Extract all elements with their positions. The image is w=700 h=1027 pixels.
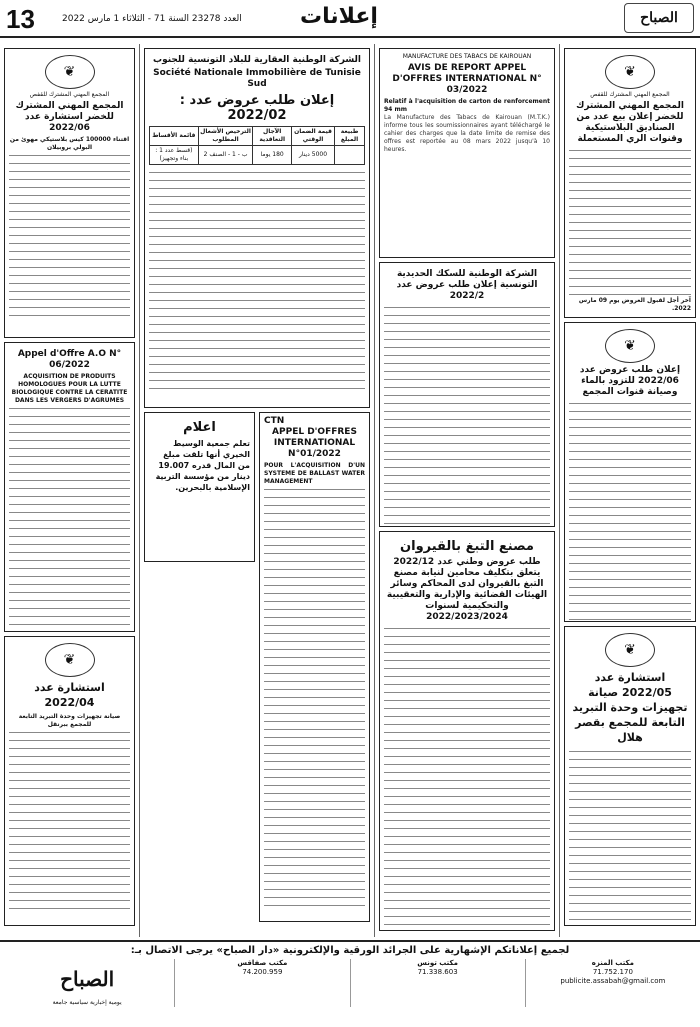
column-middle-right [375, 44, 560, 937]
office-tunis: مكتب تونس 71.338.603 [350, 959, 525, 1007]
ad-deadline: آخر أجل لقبول العروض يوم 09 مارس 2022. [578, 297, 691, 312]
ad-subject: ACQUISITION DE PRODUITS HOMOLOGUES POUR LA LUTTE BIOLOGIQUE CONTRE LA CERATITE DANS LES VERGERS D'AGRUMES [11, 373, 128, 404]
ad-subject: اقتناء 100000 كيس بلاستيكي مهوئ من البولي بروبيلان [9, 136, 130, 151]
lots-table [149, 126, 365, 165]
email-address: publicite.assabah@gmail.com [560, 977, 666, 985]
column-left [0, 44, 140, 937]
ad-title: استشارة عدد 2022/04 [34, 681, 105, 709]
table-header: قيمة الضمان الوقتي [291, 127, 334, 146]
section-title: إعلانات [300, 4, 378, 29]
advertiser-logo: CTN [264, 416, 285, 426]
ad-body-text [384, 625, 550, 931]
advertiser-name: المجمع المهني المشترك للقفص [29, 91, 110, 98]
ad-body-text [9, 152, 130, 317]
page-header [0, 0, 700, 38]
ad-body-text: La Manufacture des Tabacs de Kairouan (M.T.K.) informe tous les soumissionnaires ayant téléchargé le cahier des charges que la date limite de remise des offres est reportée au 08 mars 2022 jusqu'à 10 heures. [384, 114, 550, 153]
leaf-logo-icon: ❦ [605, 329, 655, 363]
ad-body-text [9, 729, 130, 909]
table-header: طبيعة المبلغ [335, 127, 365, 146]
ad-title: الشركة الوطنية للسكك الحديدية التونسية إعلان طلب عروض عدد 2022/2 [396, 269, 538, 301]
ad-body-text [569, 748, 691, 926]
ad-title: Appel d'Offre A.O N° 06/2022 [17, 349, 122, 370]
leaf-logo-icon: ❦ [605, 55, 655, 89]
ad-body-text [9, 405, 130, 625]
phone-number: 74.200.959 [242, 968, 283, 976]
ad-subject: صيانة تجهيزات وحدة التبريد التابعة للمجمع ببرنقل [18, 713, 121, 728]
leaf-logo-icon: ❦ [605, 633, 655, 667]
column-middle-left [140, 44, 375, 937]
page-number: 13 [6, 4, 35, 34]
ad-title: APPEL D'OFFRES INTERNATIONAL N°01/2022 [272, 427, 357, 459]
column-right [560, 44, 700, 937]
ad-title: AVIS DE REPORT APPEL D'OFFRES INTERNATIONAL N° 03/2022 [392, 63, 542, 95]
advertiser-name-fr: Société Nationale Immobilière de Tunisie Sud [153, 68, 361, 89]
advertiser-name: MANUFACTURE DES TABACS DE KAIROUAN [402, 53, 532, 60]
ad-title: إعلان طلب عروض عدد 2022/06 للتزود بالماء وصيانة قنوات المجمع [579, 365, 681, 397]
phone-number: 71.338.603 [417, 968, 458, 976]
leaf-logo-icon: ❦ [45, 643, 95, 677]
table-header: قائمة الأقساط [150, 127, 199, 146]
phone-number: 71.752.170 [592, 968, 633, 976]
advertising-footer [0, 940, 700, 1027]
advertiser-name: مصنع التبغ بالقيروان [400, 539, 534, 554]
office-menzah: مكتب المنزه 71.752.170 publicite.assabah@gmail.com [525, 959, 700, 1007]
footer-tagline: يومية إخبارية سياسية جامعة [52, 999, 122, 1006]
office-sfax: مكتب صفاقس 74.200.959 [174, 959, 349, 1007]
ad-body-text [569, 147, 691, 297]
leaf-logo-icon: ❦ [45, 55, 95, 89]
footer-brand-logo: الصباح يومية إخبارية سياسية جامعة [0, 959, 174, 1007]
ad-body-text [569, 400, 691, 620]
advertiser-name: المجمع المهني المشترك للقفص [590, 91, 670, 98]
ad-body-text [149, 169, 365, 389]
footer-headline: لجميع إعلاناتكم الإشهارية على الجرائد الورقية والإلكترونية «دار الصباح» يرجى الاتصال بـ: [130, 945, 570, 956]
table-row: 5000 دينار 180 يوما ب - 1 - الصنف 2 (قسط عدد 1 : بناء وتجهيز) [150, 146, 365, 165]
notice-body: تعلم جمعية الوسيط الخيري أنها تلقت مبلغ من المال قدره 19.007 دينار من مؤسسة التربية الإسلامية بالبحرين. [155, 439, 250, 492]
ad-title: المجمع المهني المشترك للخضر إعلان بيع عدد من الصناديق البلاستيكية وقنوات الري المستعملة [576, 101, 684, 144]
issue-line: العدد 23278 السنة 71 - الثلاثاء 1 مارس 2022 [62, 14, 242, 24]
ad-body-text [264, 486, 365, 906]
ad-title: المجمع المهني المشترك للخضر استشارة عدد 2022/06 [15, 101, 124, 133]
advertiser-name: الشركة الوطنية العقارية للبلاد التونسية للجنوب [153, 55, 361, 65]
ad-title: إعلان طلب عروض عدد : 2022/02 [179, 93, 335, 123]
ad-body-text [384, 304, 550, 527]
table-header: الآجال التعاقدية [253, 127, 291, 146]
table-header: الترخيص الأشغال المطلوب [198, 127, 253, 146]
notice-title: اعلام [183, 420, 216, 435]
ad-subject: POUR L'ACQUISITION D'UN SYSTEME DE BALLAST WATER MANAGEMENT [264, 462, 365, 485]
masthead-logo: الصباح [624, 3, 694, 33]
ad-subject: Relatif à l'acquisition de carton de renforcement 94 mm [384, 98, 550, 113]
ad-title: استشارة عدد 2022/05 صيانة تجهيزات وحدة التبريد التابعة للمجمع بقصر هلال [572, 671, 688, 744]
ad-title: طلب عروض وطني عدد 2022/12 يتعلق بتكليف محامين لنيابة مصنع التبغ بالقيروان لدى المحاكم وسائر الهيئات القضائية والإدارية والتعقيبية والتحكيمية لسنوات 2022/2023/2024 [386, 557, 548, 622]
